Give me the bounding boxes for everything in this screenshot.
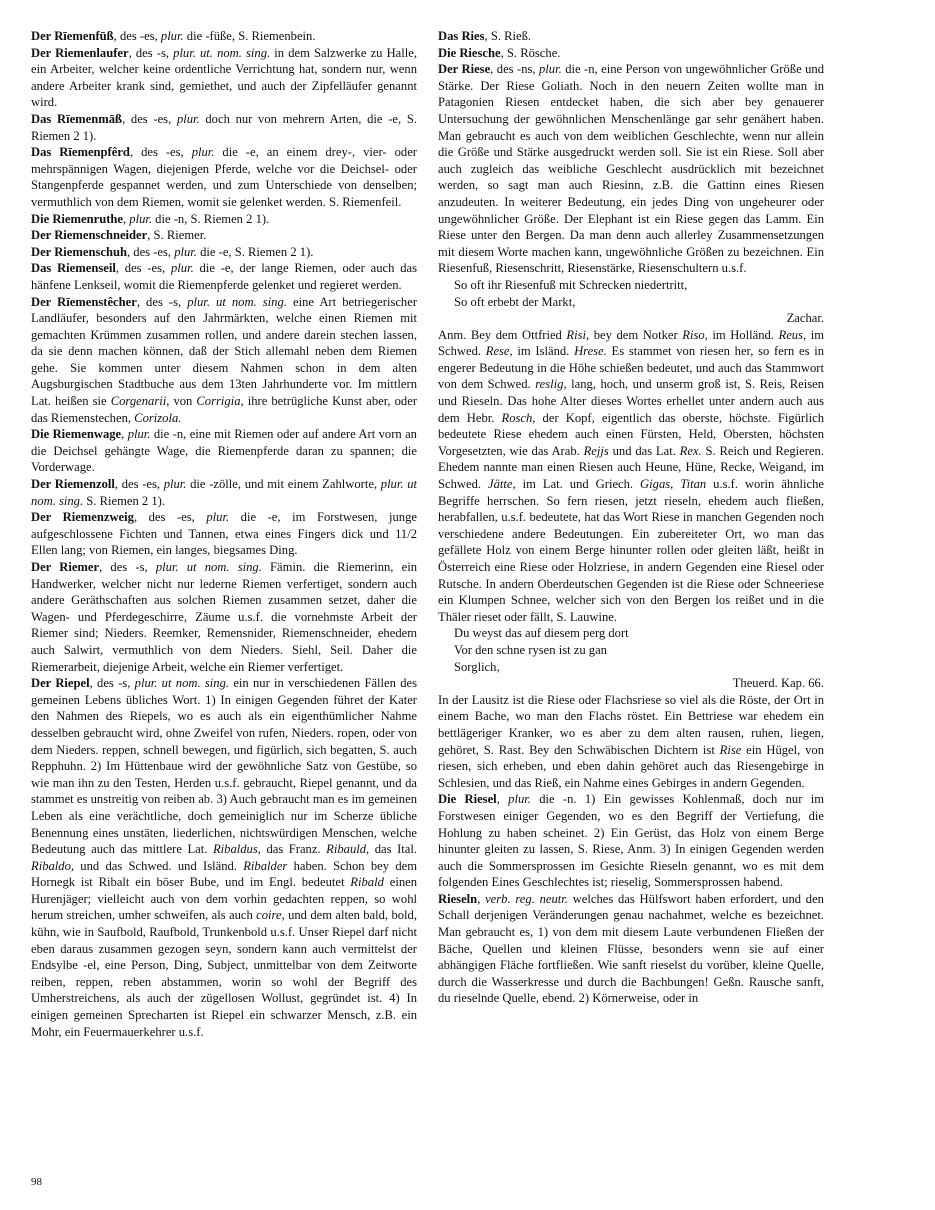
left_column-entry: Das Rīemenmāß, des -es, plur. doch nur von mehrern Arten, die -e, S. Riemen 2 1). [31,111,417,143]
right_column-verse: Sorglich, [454,659,500,674]
left_column-entry: Der Riemenzweig, des -es, plur. die -e, im Forstwesen, junge aufgeschlossene Fichten und Tannen, etwa eines Fingers dick und 11/2 Ellen lang; von Riemen, ein langes, biegsames Ding. [31,510,417,558]
right_column-entry: Die Riesel, plur. die -n. 1) Ein gewisses Kohlenmaß, doch nur im Forstwesen einiger Gegenden, wo es den Begriff der Vertiefung, die Hohlung zu haben scheinet. 2) Ein Gerüst, das Holz von einem Berge hinunter gleiten zu lassen, S. Riese, Anm. 3) In einigen Gegenden werden auch die Sommersprossen im Gesichte Rieseln genannt, wo es mit dem folgenden Eines Geschlechtes ist; rieselig, Sommersprossen habend. [438,792,824,890]
right_column-verse: Du weyst das auf diesem perg dort [454,626,629,641]
right_column-verse: So oft ihr Riesenfuß mit Schrecken niedertritt, [454,277,688,292]
right_column-verse: Vor den schne rysen ist zu gan [454,642,607,657]
right_column-entry: Die Riesche, S. Rösche. [438,45,561,60]
right_column-attrib: Theuerd. Kap. 66. [732,676,824,691]
left-column [31,28,417,1040]
right_column-entry: Anm. Bey dem Ottfried Risi, bey dem Notker Riso, im Holländ. Reus, im Schwed. Rese, im Isländ. Hrese. Es stammet von riesen her, so fern es in engerer Bedeutung in die Höhe schießen bedeutet, und auch das Stammwort von dem Schwed. reslig, lang, hoch, und unserm groß ist, S. Reis, Reisen und Rieseln. Das hohe Alter dieses Wortes erhellet unter andern auch aus dem Hebr. Rosch, der Kopf, eigentlich das oberste, höchste. Figürlich bedeutete Riese ehedem auch einen Fürsten, Held, Obersten, höchsten Vorgesetzten, wie das Arab. Rejjs und das Lat. Rex. S. Reich und Regieren. Ehedem nannte man einen Riesen auch Heune, Hüne, Recke, Weigand, im Schwed. Jätte, im Lat. und Griech. Gigas, Titan u.s.f. worin ähnliche Begriffe herrschen. So fern riesen, jetzt rieseln, ehedem auch fließen, herabfallen, u.s.f. bedeutete, hat das Wort Riese in manchen Gegenden noch verschiedene andere Bedeutungen. Ein zubereiteter Ort, wo man das gefällete Holz von einem Berge hinunter rollen oder gleiten läßt, heißt in Österreich eine Riese oder Holzriese, in andern Gegenden eine Riesel oder Rutsche. In andern Oberdeutschen Gegenden ist die Riese oder Schneeriese ein Klumpen Schnee, welcher sich von den Bergen los reißet und in die Thäler rieset oder fällt, S. Lauwine. [438,327,825,624]
page-number: 98 [31,1176,42,1188]
left_column-entry: Der Riemenschuh, des -es, plur. die -e, S. Riemen 2 1). [31,244,314,259]
right_column-entry: In der Lausitz ist die Riese oder Flachsriese so viel als die Röste, der Ort in einem Bache, wo man den Flachs röstet. Ein Bettriese war ehedem ein bettlägeriger Kranker, wo es aber zu dem alten rausen, ruhen, liegen, gehöret, S. Rast. Bey den Schwäbischen Dichtern ist Rise ein Hügel, von riesen, sich erheben, und eben dahin gehöret auch das Riesengebirge in Schlesien, und das Rieß, ein Nahme eines Gebirges in andern Gegenden. [438,692,824,790]
left_column-entry: Das Rīemenpfêrd, des -es, plur. die -e, an einem drey-, vier- oder mehrspännigen Wagen, diejenigen Pferde, welche vor die Deichsel- oder Stangenpferde gespannet werden, und zum Unterschiede von denselben; vermuthlich von dem Riemen, womit sie gelenket werden. S. Riemenfeil. [31,145,417,209]
right_column-entry: Der Riese, des -ns, plur. die -n, eine Person von ungewöhnlicher Größe und Stärke. Der Riese Goliath. Noch in den neuern Zeiten wollte man in Patagonien Riesen entdecket haben, die sich aber bey genauerer Untersuchung der gewöhnlichen Menschenlänge gar sehr genähert haben. Man gebraucht es auch von dem weiblichen Geschlechte, wenn nur allein die Größe und Stärke ausgedruckt werden soll. Sie ist ein Riese. Soll aber auch zugleich das weibliche Geschlecht ausdrücklich mit bezeichnet werden, so sagt man auch Riesinn, z.B. die Gattinn eines Riesen anzudeuten. In weiterer Bedeutung, ein jedes Ding von ungeheurer oder ungewöhnlicher Größe. Der Elephant ist ein Riese gegen das Lamm. Ein Riese unter den Bergen. Da man denn auch allerley Zusammensetzungen mit diesem Worte machen kann, ungewöhnliche Größen zu bezeichnen. Ein Riesenfuß, Riesenschritt, Riesenstärke, Riesenschultern u.s.f. [438,62,825,276]
right_column-verse: So oft erbebt der Markt, [454,294,576,309]
left_column-entry: Die Riemenruthe, plur. die -n, S. Riemen 2 1). [31,211,270,226]
right_column-attrib: Zachar. [786,311,824,326]
left_column-entry: Der Riemenlaufer, des -s, plur. ut. nom. sing. in dem Salzwerke zu Halle, ein Arbeiter, welcher keine ordentliche Verrichtung hat, sondern nur, wenn andere Arbeiter krank sind, gemiethet, und auch der Zipfelläufer genannt wird. [31,45,417,110]
left_column-entry: Der Riemenzoll, des -es, plur. die -zölle, und mit einem Zahlworte, plur. ut nom. sing. S. Riemen 2 1). [31,477,417,508]
left_column-entry: Die Riemenwage, plur. die -n, eine mit Riemen oder auf andere Art vorn an die Deichsel gehängte Wage, die Riemenpferde daran zu spannen; die Vorderwage. [31,427,417,475]
left_column-entry: Der Rīemenstêcher, des -s, plur. ut nom. sing. eine Art betriegerischer Landläufer, besonders auf den Jahrmärkten, welche einen Riemen mit gemachten Krümmen zusammen rollen, und andere darein stechen lassen, da sie denn machen können, daß der Stich allemahl neben dem Riemen gehe. Sie kommen unter diesem Nahmen schon in dem alten Augsburgischen Stadtbuche aus dem 13ten Jahrhunderte vor. Im mittlern Lat. heißen sie Corgenarii, von Corrigia, ihre betrügliche Kunst aber, oder das Riemenstechen, Corizola. [31,294,418,425]
right_column-entry: Rieseln, verb. reg. neutr. welches das Hülfswort haben erfordert, und den Schall derjenigen Veränderungen genau nachahmet, welche es bezeichnet. Man gebraucht es, 1) von dem mit diesem Laute verbundenen Fließen der Bäche, Quellen und kleinen Flüsse, besonders wenn sie auf einer abhängigen Fläche fortfließen. Wie sanft rieselst du vorüber, kleine Quelle, durch die Wasserkresse und durch die Bachbungen! Geßn. Rausche sanft, du rieselnde Quelle, ebend. 2) Körnerweise, oder in [438,891,824,1006]
right_column-entry: Das Ries, S. Rieß. [438,29,532,43]
left_column-entry: Der Rīemenfūß, des -es, plur. die -füße, S. Riemenbein. [31,29,316,43]
right-column [438,28,824,1007]
left_column-entry: Das Riemenseil, des -es, plur. die -e, der lange Riemen, oder auch das hänfene Lenkseil, womit die Riemenpferde gelenket und regieret werden. [31,261,417,292]
left_column-entry: Der Riepel, des -s, plur. ut nom. sing. ein nur in verschiedenen Fällen des gemeinen Lebens übliches Wort. 1) In einigen Gegenden führet der Kater den Nahmen des Riepels, wo es auch als ein eigenthümlicher Nahme desselben gebraucht wird, ohne Zweifel von rufen, Nieders. ropen, oder von dem Nieders. reppen, schnell bewegen, und figürlich, sich begatten, S. auch Repphuhn. 2) Im Hüttenbaue wird der gewöhnliche Satz von Gestübe, so wie man ihn zu den Testen, Herden u.s.f. gebraucht, Riepel genannt, und da stammet es unstreitig von reiben ab. 3) Auch gebraucht man es im gemeinen Leben als eine verächtliche, doch gemeiniglich nur im Scherze übliche Benennung eines unstäten, liederlichen, nichtswürdigen Menschen, welche Bedeutung auch das mittlere Lat. Ribaldus, das Franz. Ribauld, das Ital. Ribaldo, und das Schwed. und Isländ. Ribalder haben. Schon bey dem Hornegk ist Ribalt ein böser Bube, und im Engl. bedeutet Ribald einen Hurenjäger; vielleicht auch von dem vorhin gedachten reppen, so wohl herum streichen, umher schweifen, als auch coire, und dem alten bald, bold, kühn, wie in Saufbold, Raufbold, Trunkenbold u.s.f. Unser Riepel darf nicht eben daraus zusammen gezogen seyn, sondern kann auch vermittelst der Endsylbe -el, eine Person, Ding, Subject, unmittelbar von dem Zeitworte reiben, reppen, reben abstammen, worin so wohl der Begriff des Umherstreichens, als auch der zügellosen Wollust, gegründet ist. 4) In einigen gemeinen Sprecharten ist Riepel ein schwarzer Mensch, z.B. ein Mohr, ein Feuermauerkehrer u.s.f. [31,676,418,1039]
left_column-entry: Der Riemenschneider, S. Riemer. [31,228,207,243]
left_column-entry: Der Riemer, des -s, plur. ut nom. sing. Fämin. die Riemerinn, ein Handwerker, welcher nicht nur lederne Riemen verfertiget, sondern auch andere Geräthschaften aus solchen Riemen zusammen setzet, daher die Wagen- und Pferdegeschirre, Zäume u.s.f. die vornehmste Arbeit der Riemer sind; Nieders. Reemker, Remensnider, Riemenschneider, ehedem auch Salwirt, vermuthlich von dem Nieders. Siehl, Seil. Daher die Riemerarbeit, diejenige Arbeit, welche ein Riemer verfertiget. [31,560,418,674]
